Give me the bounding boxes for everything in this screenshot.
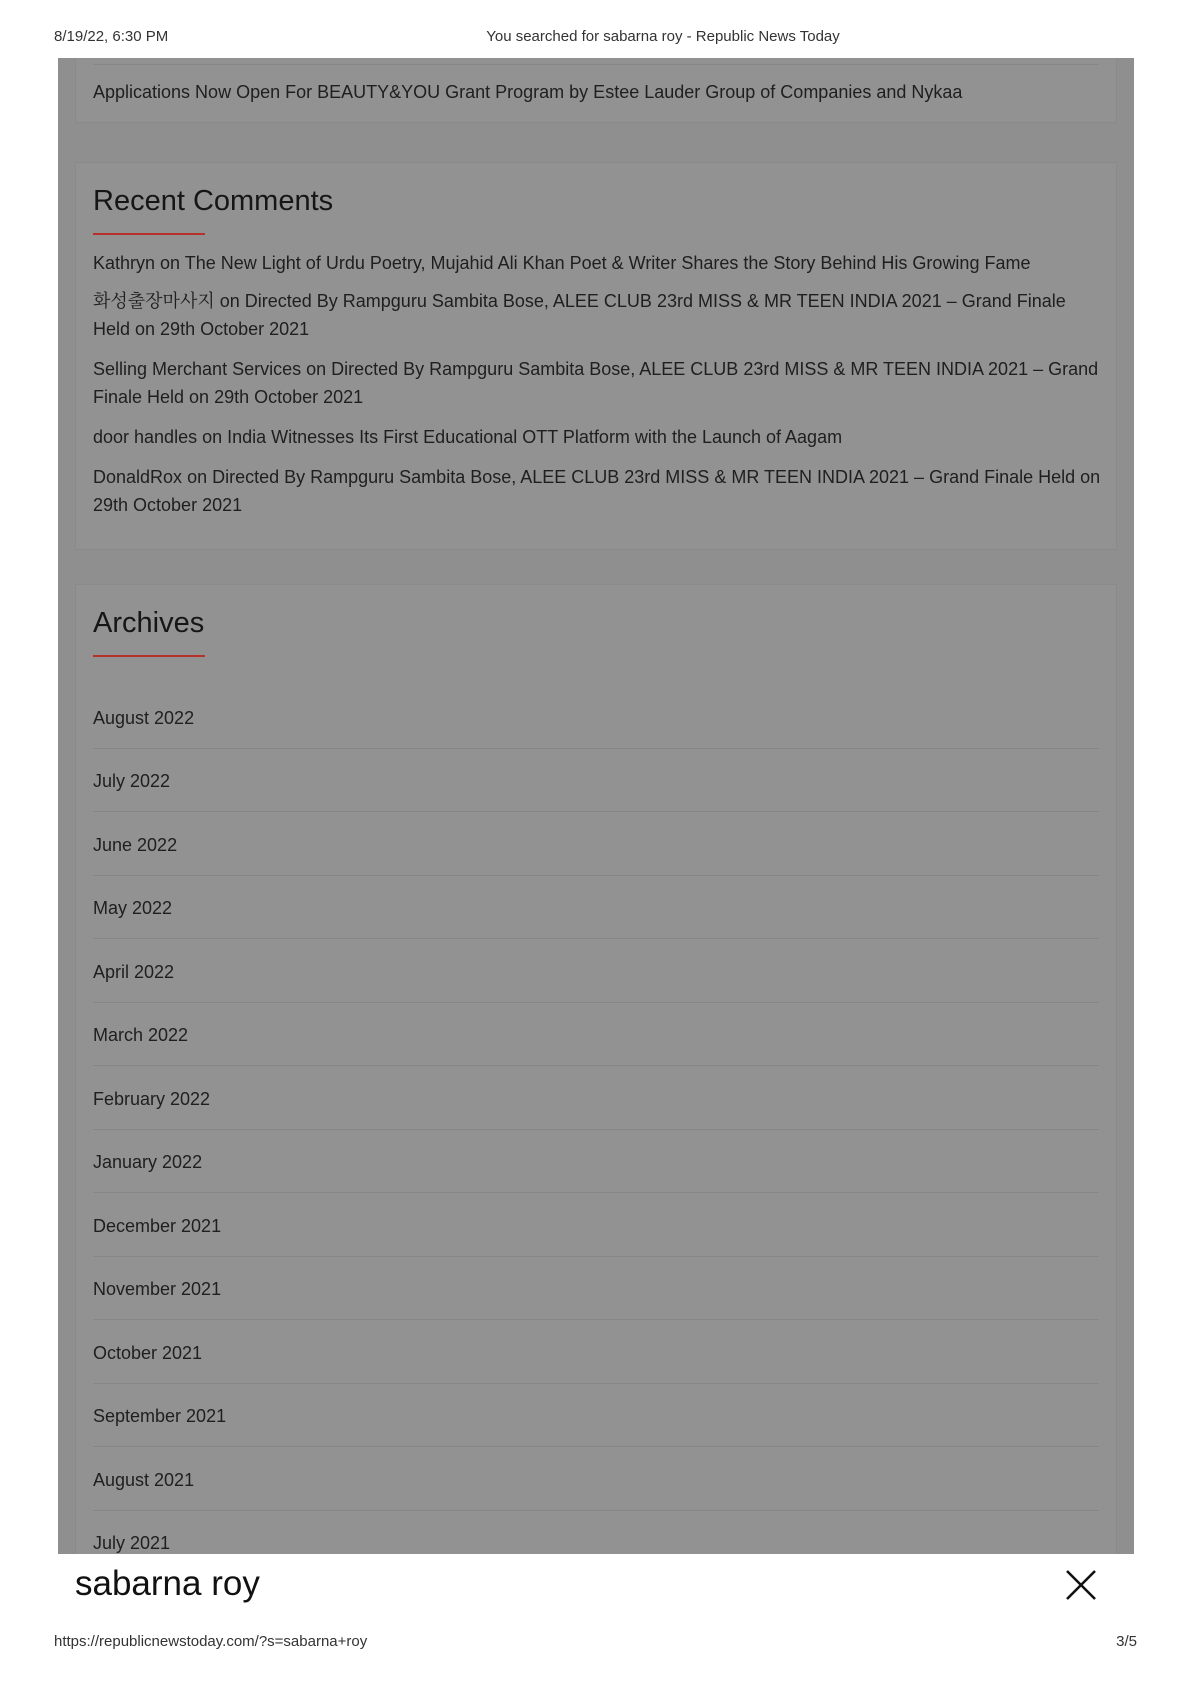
print-datetime: 8/19/22, 6:30 PM (54, 28, 169, 45)
archive-link[interactable]: April 2022 (93, 939, 1099, 1003)
title-underline (93, 655, 205, 657)
title-underline (93, 233, 205, 235)
comment-post-link[interactable]: Directed By Rampguru Sambita Bose, ALEE CLUB 23rd MISS & MR TEEN INDIA 2021 – Grand Finale Held on 29th October 2021 (93, 467, 1101, 515)
comment-item (93, 463, 1101, 519)
comment-author[interactable]: Kathryn (93, 253, 156, 273)
archive-link[interactable]: January 2022 (93, 1130, 1099, 1194)
close-search-button[interactable] (1064, 1568, 1098, 1602)
recent-comments-title: Recent Comments (93, 185, 334, 217)
print-footer (54, 1633, 1137, 1655)
archives-title: Archives (93, 607, 205, 639)
archive-link[interactable]: September 2021 (93, 1384, 1099, 1448)
comment-item (93, 287, 1101, 343)
archive-link[interactable]: May 2022 (93, 876, 1099, 940)
archive-link[interactable]: February 2022 (93, 1066, 1099, 1130)
print-header (54, 28, 1137, 50)
recent-comments-widget (75, 162, 1117, 550)
archive-link[interactable]: August 2022 (93, 685, 1099, 749)
search-bar (58, 1554, 1134, 1622)
archive-link[interactable]: March 2022 (93, 1003, 1099, 1067)
comment-item (93, 423, 1101, 451)
comment-connector: on (155, 253, 185, 273)
archive-list (93, 685, 1099, 1554)
archive-link[interactable]: June 2022 (93, 812, 1099, 876)
archive-link[interactable]: December 2021 (93, 1193, 1099, 1257)
close-icon (1064, 1568, 1098, 1602)
archive-link[interactable]: November 2021 (93, 1257, 1099, 1321)
comment-post-link[interactable]: Directed By Rampguru Sambita Bose, ALEE CLUB 23rd MISS & MR TEEN INDIA 2021 – Grand Finale Held on 29th October 2021 (93, 291, 1066, 339)
print-url: https://republicnewstoday.com/?s=sabarna+roy (54, 1633, 368, 1650)
comment-author[interactable]: door handles (93, 427, 198, 447)
archive-link[interactable]: July 2021 (93, 1511, 1099, 1555)
comment-author[interactable]: 화성출장마사지 (93, 291, 215, 311)
comment-connector: on (214, 291, 245, 311)
archives-widget (75, 584, 1117, 1554)
comment-post-link[interactable]: Directed By Rampguru Sambita Bose, ALEE CLUB 23rd MISS & MR TEEN INDIA 2021 – Grand Finale Held on 29th October 2021 (93, 359, 1099, 407)
comment-connector: on (182, 467, 213, 487)
archive-link[interactable]: August 2021 (93, 1447, 1099, 1511)
page-overlay (58, 58, 1134, 1554)
comment-connector: on (197, 427, 228, 447)
archive-link[interactable]: October 2021 (93, 1320, 1099, 1384)
comment-author[interactable]: DonaldRox (93, 467, 183, 487)
print-page-title: You searched for sabarna roy - Republic News Today (486, 28, 840, 45)
comment-post-link[interactable]: The New Light of Urdu Poetry, Mujahid Ali Khan Poet & Writer Shares the Story Behind His Growing Fame (184, 253, 1031, 273)
comment-post-link[interactable]: India Witnesses Its First Educational OTT Platform with the Launch of Aagam (227, 427, 843, 447)
search-input[interactable]: sabarna roy (75, 1564, 260, 1603)
divider (93, 64, 1099, 65)
comment-item (93, 355, 1101, 411)
recent-post-link[interactable]: Applications Now Open For BEAUTY&YOU Grant Program by Estee Lauder Group of Companies and Nykaa (93, 82, 963, 102)
archive-link[interactable]: July 2022 (93, 749, 1099, 813)
recent-posts-widget (75, 58, 1117, 123)
comment-author[interactable]: Selling Merchant Services (93, 359, 302, 379)
comment-item (93, 249, 1101, 277)
print-page-number: 3/5 (1116, 1633, 1137, 1650)
comment-connector: on (301, 359, 332, 379)
